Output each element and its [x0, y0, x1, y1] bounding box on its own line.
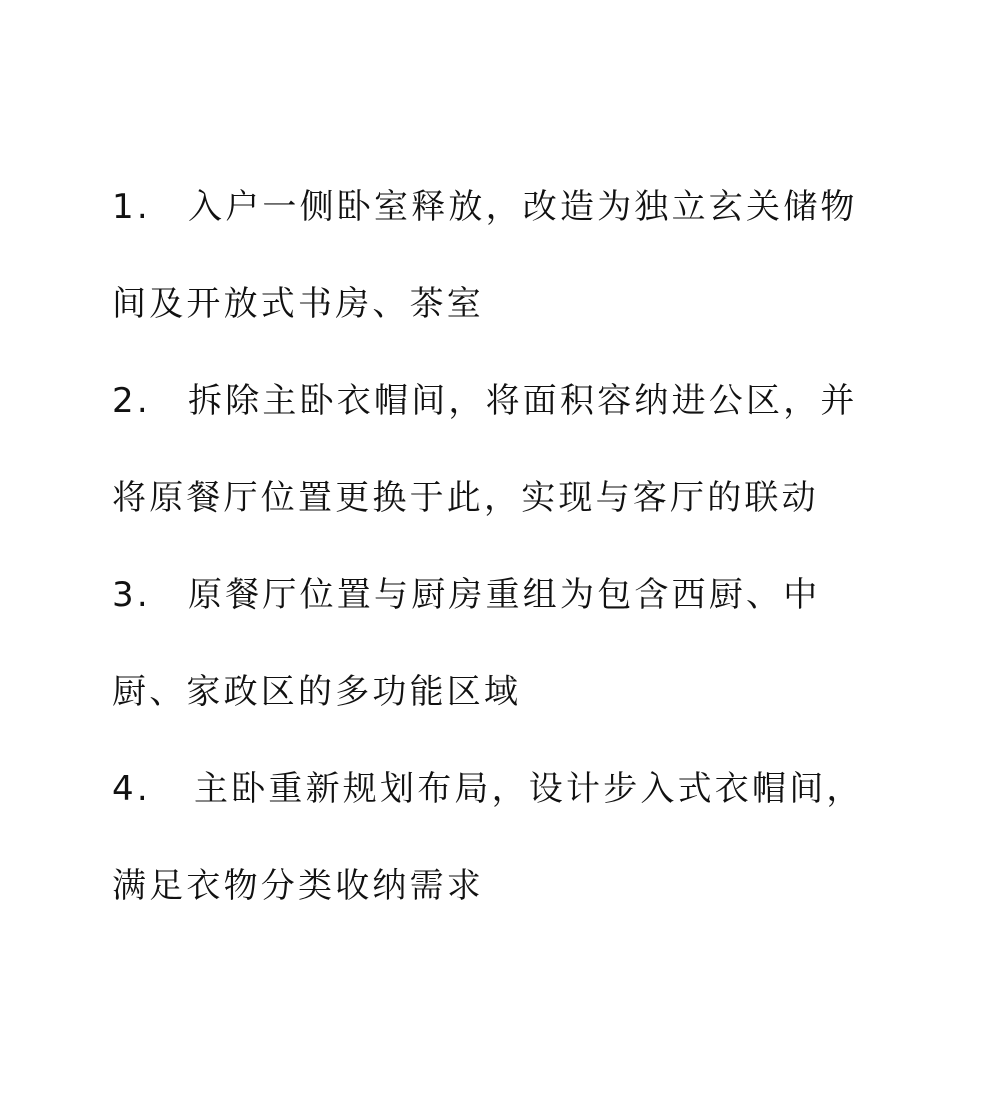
item-line-first: [112, 760, 882, 857]
item-text: 拆除主卧衣帽间，将面积容纳进公区，并: [188, 381, 858, 421]
item-text: 主卧重新规划布局，设计步入式衣帽间，: [194, 769, 864, 809]
item-line-continued: 满足衣物分类收纳需求: [112, 866, 484, 906]
list-item: [112, 372, 882, 566]
item-number: 2.: [112, 381, 151, 421]
item-line-continued: 厨、家政区的多功能区域: [112, 672, 522, 712]
renovation-list: [112, 178, 882, 954]
list-item: [112, 178, 882, 372]
item-line-continued: 间及开放式书房、茶室: [112, 284, 484, 324]
list-item: [112, 566, 882, 760]
item-number: 3.: [112, 575, 151, 615]
item-line-first: [112, 178, 882, 275]
item-line-continued: 将原餐厅位置更换于此，实现与客厅的联动: [112, 478, 819, 518]
item-number: 4.: [112, 769, 151, 809]
list-item: [112, 760, 882, 954]
item-line-first: [112, 566, 882, 663]
item-line-first: [112, 372, 882, 469]
item-text: 入户一侧卧室释放，改造为独立玄关储物: [188, 187, 858, 227]
item-text: 原餐厅位置与厨房重组为包含西厨、中: [188, 575, 821, 615]
item-number: 1.: [112, 187, 151, 227]
